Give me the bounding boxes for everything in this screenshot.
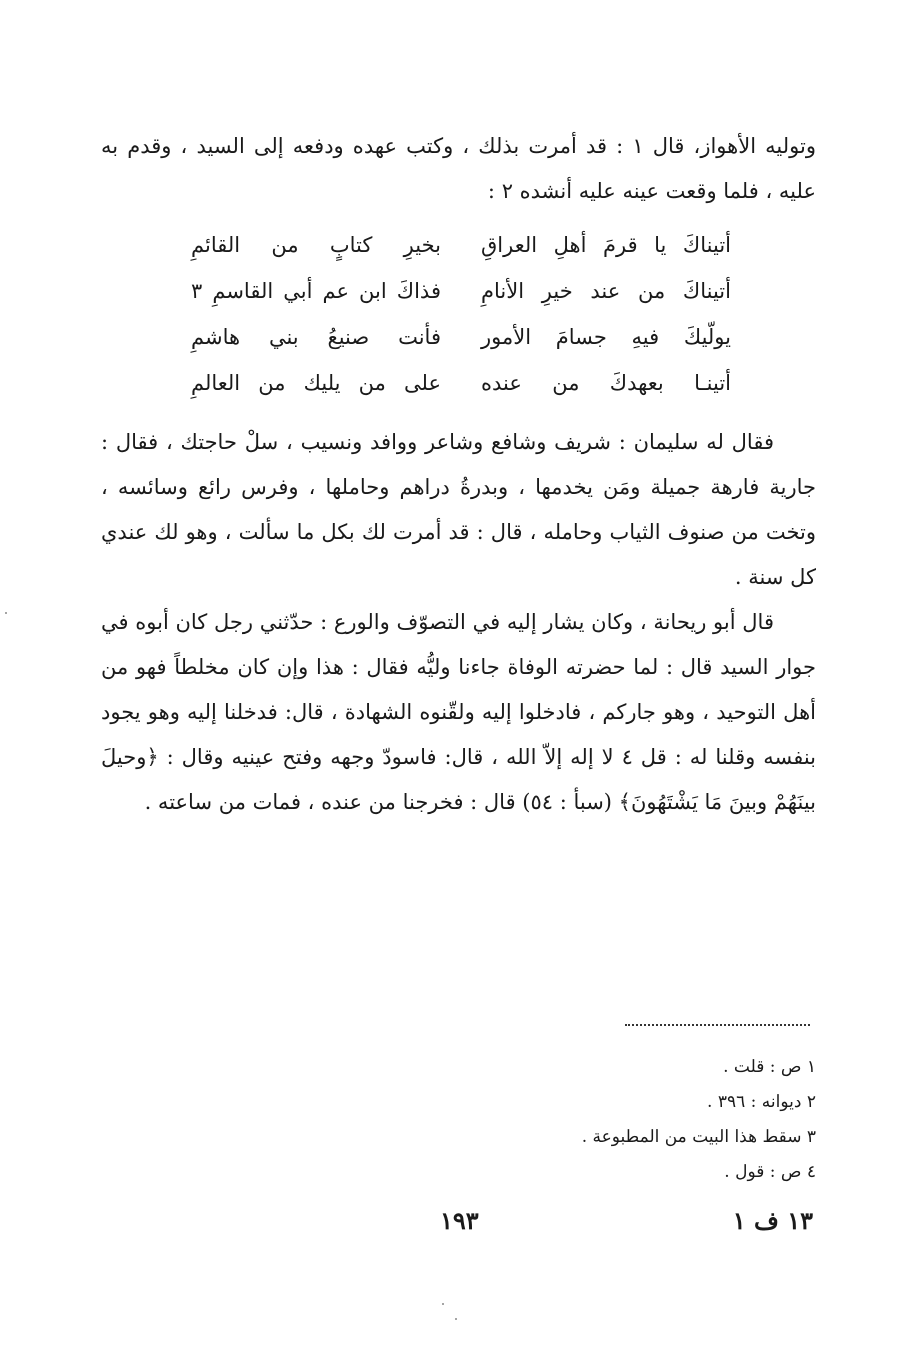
intro-paragraph: وتوليه الأهواز، قال ١ : قد أمرت بذلك ، وكتب عهده ودفعه إلى السيد ، وقدم به عليه ، فلما وقعت عينه عليه أنشده ٢ :: [101, 134, 816, 203]
footnote: ٢ ديوانه : ٣٩٦ .: [707, 1092, 816, 1112]
footnote: ٣ سقط هذا البيت من المطبوعة .: [581, 1127, 816, 1147]
verse: [191, 222, 731, 268]
verse-second-hemistich: فأنت صنيعُ بني هاشمِ: [191, 325, 441, 349]
body-text: [101, 420, 816, 825]
footnote-separator: [625, 1024, 810, 1026]
verse-first-hemistich: أتيناكَ من عند خيرِ الأنامِ: [481, 279, 731, 303]
verse-second-hemistich: بخيرِ كتابٍ من القائمِ: [191, 233, 441, 257]
scan-speck: [5, 612, 7, 614]
paragraph: فقال له سليمان : شريف وشافع وشاعر ووافد ونسيب ، سلْ حاجتك ، فقال : جارية فارهة جميلة ومَن يخدمها ، وبدرةُ دراهم وحاملها ، وفرس رائع وسائسه ، وتخت من صنوف الثياب وحامله ، قال : قد أمرت لك بكل ما سألت ، وهو لك عندي كل سنة .: [101, 430, 816, 589]
verse-second-hemistich: فذاكَ ابن عم أبي القاسمِ ٣: [191, 279, 441, 303]
footnotes: [416, 1050, 816, 1190]
verse-first-hemistich: يولّيكَ فيهِ جسامَ الأمور: [481, 325, 731, 349]
verse: [191, 268, 731, 314]
verse: [191, 360, 731, 406]
verse-first-hemistich: أتيناكَ يا قرمَ أهلِ العراقِ: [481, 233, 731, 257]
verse-second-hemistich: على من يليك من العالمِ: [191, 371, 441, 395]
signature-mark: ١٣ ف ١: [732, 1206, 813, 1235]
scan-speck: [455, 1318, 457, 1320]
verse-first-hemistich: أتينـا بعهدكَ من عنده: [481, 371, 731, 395]
poem: [191, 222, 731, 406]
footnote: ١ ص : قلت .: [723, 1057, 816, 1077]
footnote: ٤ ص : قول .: [724, 1162, 816, 1182]
page-number: ١٩٣: [440, 1206, 479, 1235]
verse: [191, 314, 731, 360]
scan-speck: [442, 1303, 444, 1305]
paragraph: قال أبو ريحانة ، وكان يشار إليه في التصوّف والورع : حدّثني رجل كان أبوه في جوار السيد قال : لما حضرته الوفاة جاءنا وليُّه فقال : هذا وإن كان مخلطاً فهو من أهل التوحيد ، وهو جاركم ، فادخلوا إليه ولقّنوه الشهادة ، قال: فدخلنا إليه وهو يجود بنفسه وقلنا له : قل ٤ لا إله إلاّ الله ، قال: فاسودّ وجهه وفتح عينيه وقال : ﴿وحيلَ بينَهُمْ وبينَ مَا يَشْتَهُونَ﴾ (سبأ : ٥٤) قال : فخرجنا من عنده ، فمات من ساعته .: [101, 610, 817, 814]
